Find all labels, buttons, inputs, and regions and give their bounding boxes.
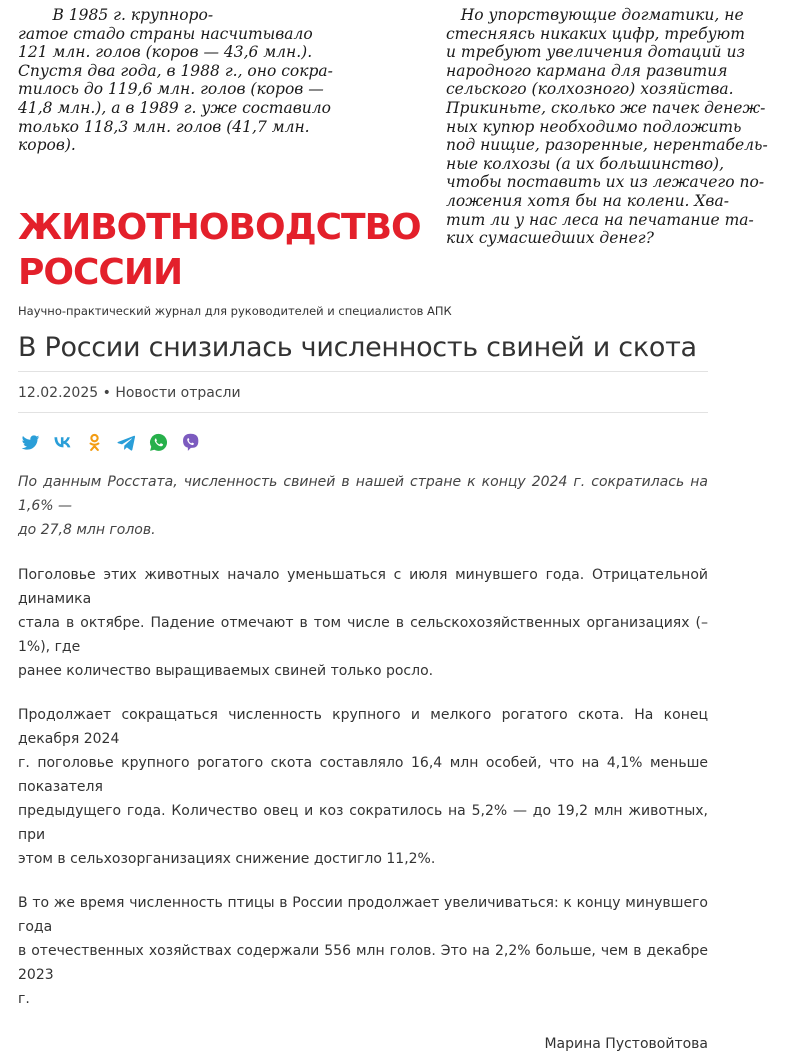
article-paragraph: Поголовье этих животных начало уменьшаться с июля минувшего года. Отрицательной динамика стала в октябре. Падение отмечают в том числе в сельскохозяйственных организациях (–1%), где ранее количество выращиваемых свиней только росло.: [18, 567, 708, 679]
whatsapp-icon: [148, 432, 169, 453]
article-paragraph: В то же время численность птицы в России продолжает увеличиваться: к концу минувшего года в отечественных хозяйствах содержали 556 млн голов. Это на 2,2% больше, чем в декабре 2023 г.: [18, 895, 708, 1007]
article-paragraph: Продолжает сокращаться численность крупного и мелкого рогатого скота. На конец декабря 2024 г. поголовье крупного рогатого скота составляло 16,4 млн особей, что на 4,1% меньше показателя предыдущего года. Количество овец и коз сократилось на 5,2% — до 19,2 млн животных, при этом в сельхозорганизациях снижение достигло 11,2%.: [18, 707, 708, 867]
telegram-icon: [116, 432, 137, 453]
vk-icon: [52, 432, 73, 453]
viber-icon: [180, 432, 201, 453]
article-date: 12.02.2025: [18, 385, 99, 401]
share-telegram-button[interactable]: [114, 430, 138, 454]
site-tagline: Научно-практический журнал для руководителей и специалистов АПК: [18, 304, 452, 318]
article-author: Марина Пустовойтова: [544, 1036, 708, 1052]
share-twitter-button[interactable]: [18, 430, 42, 454]
brand-logo-line-1: ЖИВОТНОВОДСТВО: [18, 207, 421, 248]
share-odnoklassniki-button[interactable]: [82, 430, 106, 454]
share-vk-button[interactable]: [50, 430, 74, 454]
share-whatsapp-button[interactable]: [146, 430, 170, 454]
twitter-icon: [20, 432, 41, 453]
odnoklassniki-icon: [84, 432, 105, 453]
scanned-text-left: В 1985 г. крупноро- гатое стадо страны насчитывало 121 млн. голов (коров — 43,6 млн.). Спустя два года, в 1988 г., оно сокра- тилось до 119,6 млн. голов (коров — 41,8 млн.), а в 1989 г. уже составило только 118,3 млн. голов (41,7 млн. коров).: [18, 6, 333, 155]
article-lead: По данным Росстата, численность свиней в нашей стране к концу 2024 г. сократилась на 1,6% — до 27,8 млн голов.: [18, 474, 708, 538]
article-category-link[interactable]: Новости отрасли: [115, 385, 241, 401]
scanned-text-right: Но упорствующие догматики, не стесняясь никаких цифр, требуют и требуют увеличения дотаций из народного кармана для развития сельского (колхозного) хозяйства. Прикиньте, сколько же пачек денеж- ных купюр необходимо подложить под нищие, разоренные, нерентабель- ные колхозы (а их большинство), чтобы поставить их из лежачего по- ложения хотя бы на колени. Хва- тит ли у нас леса на печатание та- ких сумасшедших денег?: [446, 6, 768, 248]
brand-logo-line-2: РОССИИ: [18, 252, 183, 293]
divider-bottom: [18, 412, 708, 413]
share-viber-button[interactable]: [178, 430, 202, 454]
article-meta: [18, 383, 241, 403]
article-body: [18, 470, 708, 1054]
meta-separator: •: [102, 385, 111, 401]
share-bar: [18, 430, 202, 454]
article-title: В России снизилась численность свиней и скота: [18, 332, 697, 363]
divider-top: [18, 371, 708, 372]
